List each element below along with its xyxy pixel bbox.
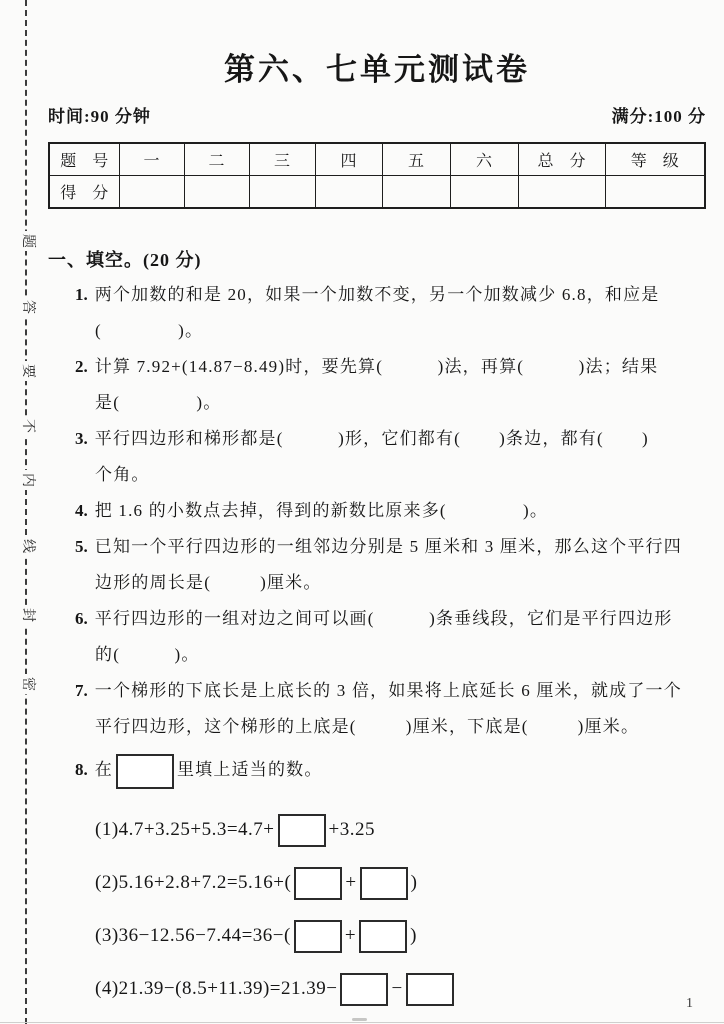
question-number: 7. xyxy=(75,681,88,700)
question-line: 的( )。 xyxy=(95,645,200,664)
table-header-cell: 二 xyxy=(184,143,249,176)
seal-char: 要 xyxy=(17,361,37,381)
question-line xyxy=(48,349,706,385)
equation-text: +3.25 xyxy=(328,819,375,840)
equation-text: − xyxy=(391,978,403,999)
score-cell xyxy=(450,176,518,209)
score-cell xyxy=(605,176,705,209)
question-text: 计算 7.92+(14.87−8.49)时，要先算( )法，再算( )法；结果 xyxy=(94,357,659,376)
question-number: 8. xyxy=(75,760,88,779)
seal-char: 题 xyxy=(17,231,37,251)
score-cell xyxy=(119,176,184,209)
seal-char: 密 xyxy=(17,674,37,694)
section-heading: 一、填空。(20 分) xyxy=(48,250,202,270)
answer-box xyxy=(278,814,326,847)
answer-box xyxy=(360,867,408,900)
answer-box xyxy=(406,973,454,1006)
full-score-label: 满分:100 分 xyxy=(611,107,706,126)
equation-text: (1)4.7+3.25+5.3=4.7+ xyxy=(95,819,275,840)
table-header-cell: 总 分 xyxy=(518,143,605,176)
seal-line xyxy=(20,0,35,1024)
question-list xyxy=(48,277,706,1015)
question-text: 在 xyxy=(94,760,113,779)
question-line xyxy=(48,673,706,709)
equation-text: ) xyxy=(410,872,418,893)
seal-char: 内 xyxy=(17,470,37,490)
equation-text: (3)36−12.56−7.44=36−( xyxy=(95,925,291,946)
paper-meta xyxy=(48,102,706,127)
question-number: 3. xyxy=(75,429,88,448)
question-line xyxy=(48,493,706,529)
score-cell xyxy=(518,176,605,209)
seal-char: 线 xyxy=(17,536,37,556)
question-line xyxy=(48,277,706,313)
score-table-header-row xyxy=(49,143,705,176)
footer-rule xyxy=(0,1022,724,1023)
question-line xyxy=(48,745,706,795)
score-table-score-row xyxy=(49,176,705,209)
time-label: 时间:90 分钟 xyxy=(48,107,151,126)
score-row-label: 得 分 xyxy=(49,176,119,209)
footer-smudge xyxy=(352,1018,367,1021)
table-header-cell: 四 xyxy=(315,143,382,176)
equation-text: (2)5.16+2.8+7.2=5.16+( xyxy=(95,872,292,893)
page-number: 1 xyxy=(686,996,693,1011)
score-table xyxy=(48,142,706,209)
equation-text: ) xyxy=(410,925,417,946)
table-header-cell: 等 级 xyxy=(605,143,705,176)
answer-box xyxy=(116,754,174,789)
question-text: 平行四边形和梯形都是( )形，它们都有( )条边，都有( ) xyxy=(94,429,649,448)
equation-line xyxy=(48,803,706,856)
table-header-cell: 六 xyxy=(450,143,518,176)
question-text: 平行四边形的一组对边之间可以画( )条垂线段，它们是平行四边形 xyxy=(94,609,673,628)
question-line: 边形的周长是( )厘米。 xyxy=(95,573,322,592)
seal-char: 封 xyxy=(17,605,37,625)
question-line: 是( )。 xyxy=(95,393,222,412)
answer-box xyxy=(340,973,388,1006)
equation-text: + xyxy=(345,872,357,893)
seal-char: 答 xyxy=(17,297,37,317)
question-line xyxy=(48,421,706,457)
question-text: 把 1.6 的小数点去掉，得到的新数比原来多( )。 xyxy=(94,501,549,520)
answer-box xyxy=(294,867,342,900)
score-cell xyxy=(315,176,382,209)
question-number: 1. xyxy=(75,285,88,304)
table-header-cell: 题 号 xyxy=(49,143,119,176)
question-line: 平行四边形，这个梯形的上底是( )厘米，下底是( )厘米。 xyxy=(95,717,640,736)
question-line xyxy=(48,601,706,637)
table-header-cell: 五 xyxy=(382,143,450,176)
question-line xyxy=(48,529,706,565)
question-text: 里填上适当的数。 xyxy=(176,760,323,779)
answer-box xyxy=(359,920,407,953)
table-header-cell: 一 xyxy=(119,143,184,176)
equation-line xyxy=(48,909,706,962)
question-number: 2. xyxy=(75,357,88,376)
equation-line xyxy=(48,856,706,909)
question-text: 已知一个平行四边形的一组邻边分别是 5 厘米和 3 厘米，那么这个平行四 xyxy=(94,537,682,556)
question-line: ( )。 xyxy=(95,321,204,340)
equation-line xyxy=(48,962,706,1015)
sub-item-list xyxy=(48,803,706,1015)
page-title: 第六、七单元测试卷 xyxy=(224,52,530,87)
question-text: 两个加数的和是 20，如果一个加数不变，另一个加数减少 6.8，和应是 xyxy=(94,285,660,304)
equation-text: + xyxy=(344,925,357,946)
score-cell xyxy=(249,176,315,209)
table-header-cell: 三 xyxy=(249,143,315,176)
question-number: 4. xyxy=(75,501,88,520)
seal-char: 不 xyxy=(17,416,37,436)
paper-content xyxy=(48,0,706,1015)
answer-box xyxy=(294,920,342,953)
question-text: 一个梯形的下底长是上底长的 3 倍，如果将上底延长 6 厘米，就成了一个 xyxy=(94,681,682,700)
question-number: 6. xyxy=(75,609,88,628)
score-cell xyxy=(382,176,450,209)
score-cell xyxy=(184,176,249,209)
question-number: 5. xyxy=(75,537,88,556)
question-line: 个角。 xyxy=(95,465,150,484)
equation-text: (4)21.39−(8.5+11.39)=21.39− xyxy=(95,978,338,999)
